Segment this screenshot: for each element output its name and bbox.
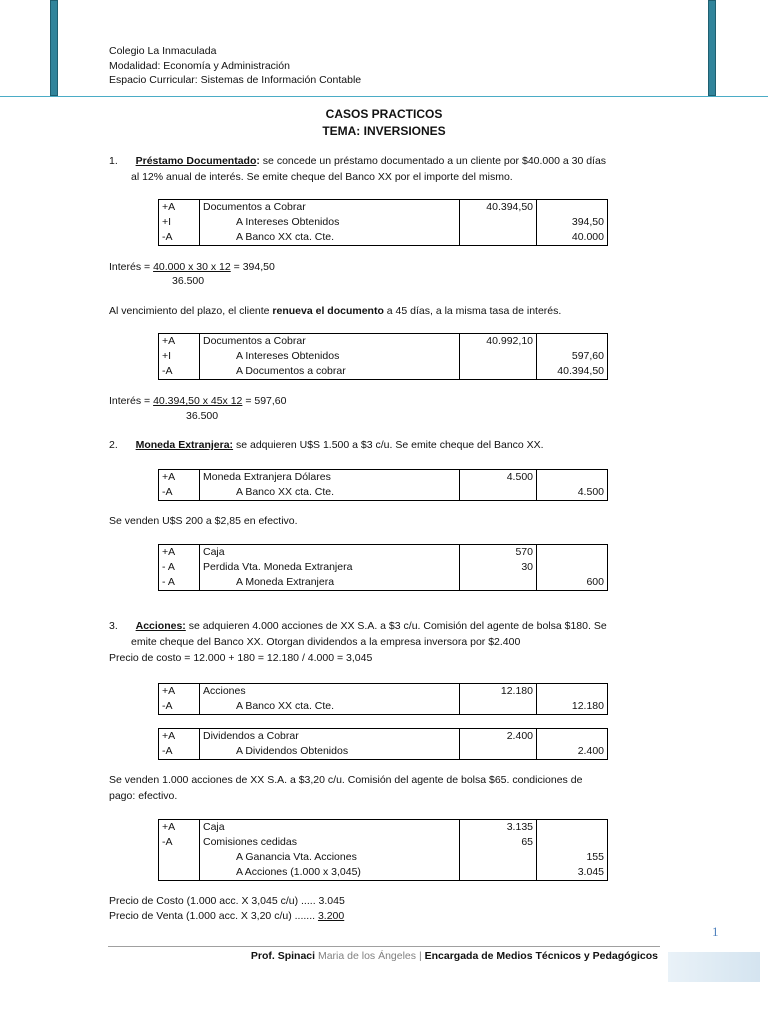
- left-decorative-bar: [50, 0, 58, 96]
- formula-denominator-1: 36.500: [172, 275, 205, 287]
- document-header: [109, 44, 361, 88]
- debit-amount: [460, 865, 537, 881]
- table-row: [159, 470, 608, 486]
- section-3-label: Acciones:: [135, 620, 186, 632]
- section-1-number: 1.: [109, 155, 118, 167]
- credit-amount: 394,50: [537, 215, 608, 230]
- account-name: Documentos a Cobrar: [200, 334, 460, 350]
- account-sign: -A: [159, 485, 200, 501]
- account-sign: +A: [159, 334, 200, 350]
- account-sign: +I: [159, 215, 200, 230]
- account-name: A Banco XX cta. Cte.: [200, 485, 460, 501]
- debit-amount: [460, 215, 537, 230]
- account-sign: - A: [159, 575, 200, 591]
- account-sign: -A: [159, 230, 200, 246]
- debit-amount: 65: [460, 835, 537, 850]
- table-row: [159, 200, 608, 216]
- section-1-line-a: [109, 155, 606, 167]
- section-1-text-a: se concede un préstamo documentado a un cliente por $40.000 a 30 días: [259, 155, 607, 167]
- debit-amount: [460, 349, 537, 364]
- table-row: [159, 215, 608, 230]
- credit-amount: 155: [537, 850, 608, 865]
- section-2-number: 2.: [109, 439, 118, 451]
- account-name: A Banco XX cta. Cte.: [200, 699, 460, 715]
- table-row: [159, 560, 608, 575]
- credit-amount: [537, 835, 608, 850]
- section-3-line-b: emite cheque del Banco XX. Otorgan dividendos a la empresa inversora por $2.400: [131, 636, 521, 648]
- fx-sale-text: Se venden U$S 200 a $2,85 en efectivo.: [109, 515, 298, 527]
- account-name: Documentos a Cobrar: [200, 200, 460, 216]
- account-name: Moneda Extranjera Dólares: [200, 470, 460, 486]
- ledger-table-4: [158, 544, 608, 591]
- debit-amount: 40.394,50: [460, 200, 537, 216]
- credit-amount: 4.500: [537, 485, 608, 501]
- renewal-text: [109, 305, 561, 317]
- debit-amount: [460, 364, 537, 380]
- account-name: Dividendos a Cobrar: [200, 729, 460, 745]
- cost-price-summary: Precio de Costo (1.000 acc. X 3,045 c/u) ..... 3.045: [109, 895, 345, 907]
- account-name: A Intereses Obtenidos: [200, 215, 460, 230]
- table-row: [159, 744, 608, 760]
- account-sign: +A: [159, 729, 200, 745]
- footer-prof: Prof. Spinaci: [250, 950, 318, 962]
- formula-prefix: Interés =: [109, 395, 154, 407]
- formula-numerator: 40.394,50 x 45x 12: [153, 395, 243, 407]
- account-sign: [159, 865, 200, 881]
- account-sign: +A: [159, 684, 200, 700]
- debit-amount: [460, 485, 537, 501]
- formula-denominator-2: 36.500: [186, 410, 219, 422]
- debit-amount: [460, 744, 537, 760]
- credit-amount: 12.180: [537, 699, 608, 715]
- credit-amount: [537, 729, 608, 745]
- credit-amount: [537, 545, 608, 561]
- account-sign: -A: [159, 835, 200, 850]
- shares-sale-line-b: pago: efectivo.: [109, 790, 178, 802]
- debit-amount: 2.400: [460, 729, 537, 745]
- sale-price-summary: [109, 910, 344, 922]
- debit-amount: 4.500: [460, 470, 537, 486]
- debit-amount: 40.992,10: [460, 334, 537, 350]
- right-decorative-bar: [708, 0, 716, 96]
- credit-amount: [537, 200, 608, 216]
- credit-amount: 40.394,50: [537, 364, 608, 380]
- table-row: [159, 349, 608, 364]
- renewal-text-c: a 45 días, a la misma tasa de interés.: [383, 305, 562, 317]
- account-name: Perdida Vta. Moneda Extranjera: [200, 560, 460, 575]
- interest-formula-1: [109, 261, 275, 273]
- header-rule: [0, 96, 768, 97]
- credit-amount: [537, 684, 608, 700]
- account-sign: [159, 850, 200, 865]
- table-row: [159, 850, 608, 865]
- table-row: [159, 729, 608, 745]
- table-row: [159, 364, 608, 380]
- section-2-line: [109, 439, 544, 451]
- account-name: Comisiones cedidas: [200, 835, 460, 850]
- formula-result: = 394,50: [230, 261, 275, 273]
- formula-numerator: 40.000 x 30 x 12: [153, 261, 231, 273]
- formula-prefix: Interés =: [109, 261, 154, 273]
- account-sign: +I: [159, 349, 200, 364]
- section-1-colon: :: [256, 155, 260, 167]
- section-2-label: Moneda Extranjera:: [135, 439, 234, 451]
- footer-name: Maria de los Ángeles: [317, 950, 417, 962]
- section-1-line-b: al 12% anual de interés. Se emite cheque del Banco XX por el importe del mismo.: [131, 171, 513, 183]
- credit-amount: 3.045: [537, 865, 608, 881]
- account-name: Caja: [200, 820, 460, 836]
- account-name: A Acciones (1.000 x 3,045): [200, 865, 460, 881]
- table-row: [159, 835, 608, 850]
- ledger-table-6: [158, 728, 608, 760]
- ledger-table-3: [158, 469, 608, 501]
- account-sign: -A: [159, 744, 200, 760]
- page-footer: [251, 950, 658, 962]
- table-row: [159, 485, 608, 501]
- formula-result: = 597,60: [242, 395, 287, 407]
- shares-sale-line-a: Se venden 1.000 acciones de XX S.A. a $3,20 c/u. Comisión del agente de bolsa $65. condiciones de: [109, 774, 583, 786]
- ledger-table-1: [158, 199, 608, 246]
- debit-amount: [460, 850, 537, 865]
- table-row: [159, 575, 608, 591]
- section-3-text-a: se adquieren 4.000 acciones de XX S.A. a $3 c/u. Comisión del agente de bolsa $180. Se: [185, 620, 607, 632]
- credit-amount: 597,60: [537, 349, 608, 364]
- school-name: Colegio La Inmaculada: [109, 45, 217, 57]
- account-name: A Moneda Extranjera: [200, 575, 460, 591]
- section-2-text: se adquieren U$S 1.500 a $3 c/u. Se emite cheque del Banco XX.: [233, 439, 544, 451]
- ledger-table-2: [158, 333, 608, 380]
- section-1-label: Préstamo Documentado: [135, 155, 257, 167]
- credit-amount: [537, 334, 608, 350]
- debit-amount: 3.135: [460, 820, 537, 836]
- account-name: Caja: [200, 545, 460, 561]
- account-name: A Dividendos Obtenidos: [200, 744, 460, 760]
- modality: Modalidad: Economía y Administración: [109, 59, 290, 72]
- ledger-table-7: [158, 819, 608, 881]
- debit-amount: [460, 230, 537, 246]
- account-name: A Banco XX cta. Cte.: [200, 230, 460, 246]
- table-row: [159, 230, 608, 246]
- table-row: [159, 699, 608, 715]
- footer-separator: |: [416, 950, 425, 962]
- section-3-line-a: [109, 620, 607, 632]
- account-sign: -A: [159, 699, 200, 715]
- ledger-table-5: [158, 683, 608, 715]
- account-sign: -A: [159, 364, 200, 380]
- account-sign: +A: [159, 470, 200, 486]
- credit-amount: [537, 470, 608, 486]
- footer-role: Encargada de Medios Técnicos y Pedagógicos: [424, 950, 658, 962]
- account-sign: +A: [159, 820, 200, 836]
- doc-subtitle: TEMA: INVERSIONES: [322, 124, 446, 138]
- account-sign: +A: [159, 200, 200, 216]
- page-number: 1: [712, 924, 719, 939]
- table-row: [159, 865, 608, 881]
- account-name: A Intereses Obtenidos: [200, 349, 460, 364]
- account-name: A Documentos a cobrar: [200, 364, 460, 380]
- credit-amount: 600: [537, 575, 608, 591]
- footer-rule: [108, 946, 660, 947]
- interest-formula-2: [109, 395, 287, 407]
- debit-amount: [460, 699, 537, 715]
- account-sign: +A: [159, 545, 200, 561]
- account-name: Acciones: [200, 684, 460, 700]
- table-row: [159, 334, 608, 350]
- section-3-number: 3.: [109, 620, 118, 632]
- sale-price-value: 3.200: [317, 910, 345, 922]
- cost-price-line: Precio de costo = 12.000 + 180 = 12.180 / 4.000 = 3,045: [109, 652, 373, 664]
- table-row: [159, 684, 608, 700]
- sale-price-label: Precio de Venta (1.000 acc. X 3,20 c/u) .......: [109, 910, 318, 922]
- debit-amount: 30: [460, 560, 537, 575]
- curricular-space: Espacio Curricular: Sistemas de Información Contable: [109, 74, 362, 86]
- renewal-text-a: Al vencimiento del plazo, el cliente: [109, 305, 273, 317]
- credit-amount: [537, 560, 608, 575]
- credit-amount: [537, 820, 608, 836]
- credit-amount: 2.400: [537, 744, 608, 760]
- doc-title: CASOS PRACTICOS: [325, 107, 443, 121]
- debit-amount: 12.180: [460, 684, 537, 700]
- table-row: [159, 545, 608, 561]
- account-sign: - A: [159, 560, 200, 575]
- footer-decoration: [668, 952, 760, 982]
- account-name: A Ganancia Vta. Acciones: [200, 850, 460, 865]
- credit-amount: 40.000: [537, 230, 608, 246]
- debit-amount: 570: [460, 545, 537, 561]
- debit-amount: [460, 575, 537, 591]
- table-row: [159, 820, 608, 836]
- renewal-text-bold: renueva el documento: [272, 305, 384, 317]
